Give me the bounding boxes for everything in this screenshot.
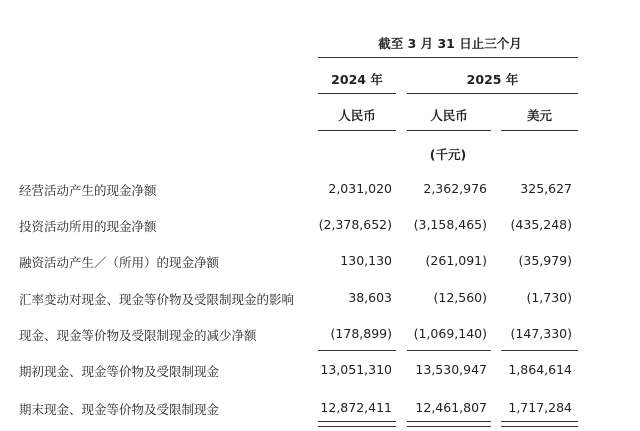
table-row — [0, 362, 640, 382]
table-row — [0, 290, 640, 310]
row-label: 融资活动产生／（所用）的现金净额 — [19, 255, 220, 270]
value-2024-rmb: 2,031,020 — [328, 181, 392, 196]
currency-rule-3 — [501, 130, 578, 131]
value-2024-rmb: 13,051,310 — [320, 362, 392, 377]
value-2025-usd: (435,248) — [510, 217, 572, 232]
row-label: 现金、现金等价物及受限制现金的减少净额 — [19, 328, 257, 343]
value-2024-rmb: 12,872,411 — [320, 400, 392, 415]
subtotal-rule-1 — [318, 350, 396, 351]
value-2025-rmb: (261,091) — [425, 253, 487, 268]
value-2025-rmb: 13,530,947 — [415, 362, 487, 377]
value-2025-rmb: (1,069,140) — [413, 326, 487, 341]
value-2025-rmb: (12,560) — [433, 290, 487, 305]
value-2025-usd: (1,730) — [526, 290, 572, 305]
year-2024-header: 2024 年 — [331, 72, 383, 87]
row-label: 投资活动所用的现金净额 — [19, 219, 157, 234]
value-2025-usd: 325,627 — [520, 181, 572, 196]
currency-rule-1 — [318, 130, 396, 131]
currency-rmb-2024: 人民币 — [338, 108, 376, 123]
row-label: 经营活动产生的现金净额 — [19, 183, 157, 198]
year-2025-rule — [407, 93, 578, 94]
row-label: 期末现金、现金等价物及受限制现金 — [19, 402, 220, 417]
unit-label: (千元) — [429, 147, 467, 162]
row-label: 期初现金、现金等价物及受限制现金 — [19, 364, 220, 379]
table-row — [0, 326, 640, 346]
value-2024-rmb: 130,130 — [340, 253, 392, 268]
value-2024-rmb: (178,899) — [330, 326, 392, 341]
currency-usd-2025: 美元 — [526, 108, 552, 123]
table-row — [0, 217, 640, 237]
currency-rule-2 — [407, 130, 491, 131]
subtotal-rule-3 — [501, 350, 578, 351]
year-2025-header: 2025 年 — [466, 72, 519, 87]
value-2025-usd: (147,330) — [510, 326, 572, 341]
value-2025-rmb: 12,461,807 — [415, 400, 487, 415]
table-row — [0, 181, 640, 201]
value-2025-usd: 1,717,284 — [508, 400, 572, 415]
currency-rmb-2025: 人民币 — [430, 108, 468, 123]
value-2025-rmb: (3,158,465) — [413, 217, 487, 232]
total-double-rule-3 — [501, 421, 578, 427]
value-2025-usd: (35,979) — [518, 253, 572, 268]
period-rule — [318, 57, 578, 58]
value-2025-rmb: 2,362,976 — [423, 181, 487, 196]
value-2024-rmb: 38,603 — [348, 290, 392, 305]
value-2025-usd: 1,864,614 — [508, 362, 572, 377]
period-header: 截至 3 月 31 日止三个月 — [378, 36, 522, 51]
table-row — [0, 400, 640, 420]
subtotal-rule-2 — [407, 350, 491, 351]
table-row — [0, 253, 640, 273]
total-double-rule-2 — [407, 421, 491, 427]
value-2024-rmb: (2,378,652) — [318, 217, 392, 232]
year-2024-rule — [318, 93, 396, 94]
total-double-rule-1 — [318, 421, 396, 427]
row-label: 汇率变动对现金、现金等价物及受限制现金的影响 — [19, 292, 295, 307]
